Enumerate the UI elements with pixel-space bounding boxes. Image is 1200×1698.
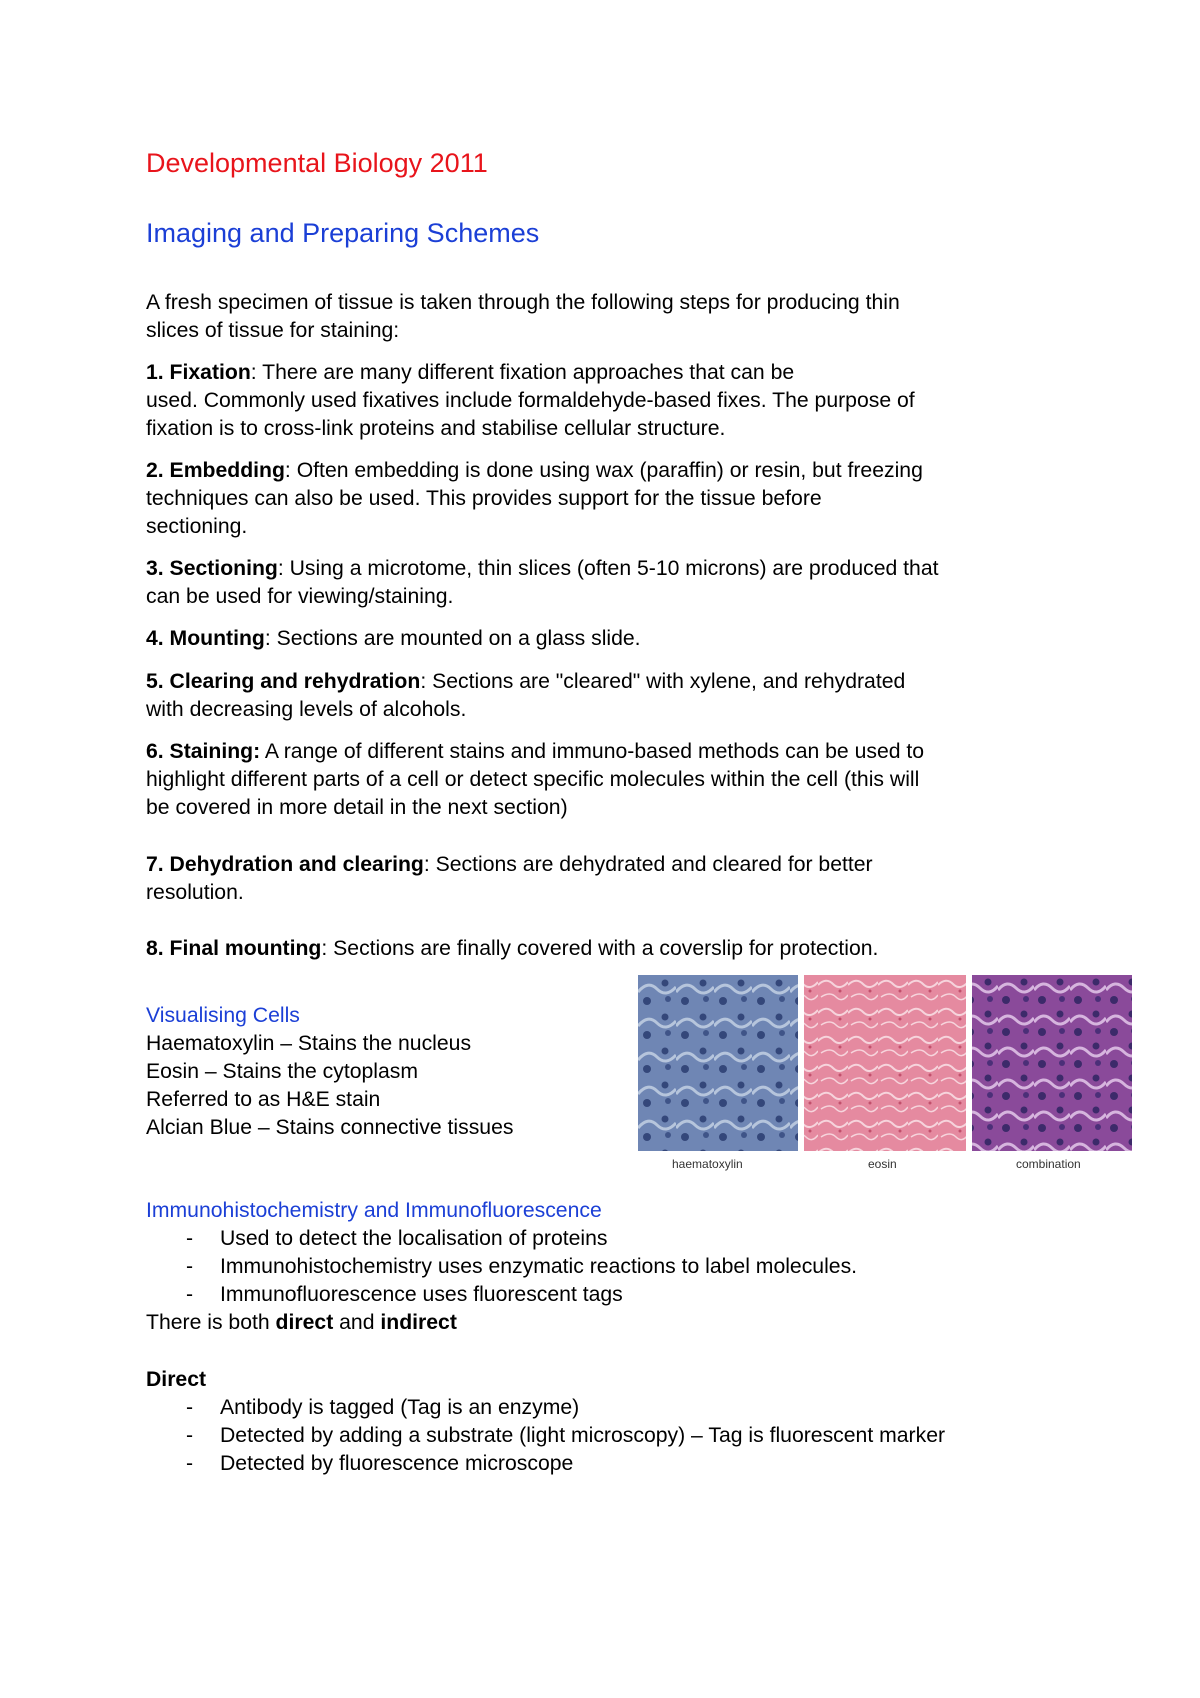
list-item-text: Detected by fluorescence microscope [220,1452,574,1475]
list-item: Alcian Blue – Stains connective tissues [146,1116,514,1139]
step-text: be covered in more detail in the next section) [146,796,568,819]
step-dehydration-clearing [146,851,873,907]
step-text: : There are many different fixation approaches that can be [250,361,795,384]
visualising-heading: Visualising Cells [146,1004,300,1027]
immuno-heading: Immunohistochemistry and Immunofluorescence [146,1199,602,1222]
direct-heading: Direct [146,1368,207,1391]
intro-line: slices of tissue for staining: [146,319,400,342]
list-item-text: Detected by adding a substrate (light microscopy) – Tag is fluorescent marker [220,1424,946,1447]
list-item-text: Immunohistochemistry uses enzymatic reactions to label molecules. [220,1255,858,1278]
direct-section [146,1366,945,1478]
step-text: fixation is to cross-link proteins and stabilise cellular structure. [146,417,726,440]
list-item: Haematoxylin – Stains the nucleus [146,1032,472,1055]
dash-bullet: - [186,1424,194,1447]
step-text: : Sections are mounted on a glass slide. [264,627,641,650]
step-label: 7. Dehydration and clearing [146,853,424,876]
list-item: Referred to as H&E stain [146,1088,381,1111]
list-item-text: Used to detect the localisation of proteins [220,1227,608,1250]
list-item: Eosin – Stains the cytoplasm [146,1060,419,1083]
immuno-section [146,1197,857,1337]
intro-paragraph [146,289,900,345]
step-text: can be used for viewing/staining. [146,585,454,608]
step-mounting [146,625,641,653]
step-text: resolution. [146,881,244,904]
visualising-cells-section [146,1002,513,1142]
list-item [146,1225,857,1253]
step-label: 2. Embedding [146,459,285,482]
step-text: : Sections are "cleared" with xylene, and rehydrated [420,670,906,693]
step-label: 3. Sectioning [146,557,278,580]
step-text: A range of different stains and immuno-based methods can be used to [260,740,925,763]
step-text: : Often embedding is done using wax (paraffin) or resin, but freezing [284,459,923,482]
step-clearing-rehydration [146,668,905,724]
step-text: techniques can also be used. This provides support for the tissue before [146,487,822,510]
caption-haematoxylin: haematoxylin [672,1157,743,1171]
step-staining [146,738,924,822]
step-label: 8. Final mounting [146,937,322,960]
direct-list [146,1394,945,1478]
indirect-word: indirect [380,1311,457,1334]
dash-bullet: - [186,1255,194,1278]
step-label: 5. Clearing and rehydration [146,670,421,693]
list-item-text: Immunofluorescence uses fluorescent tags [220,1283,623,1306]
stain-comparison-figure [638,975,1132,1175]
step-label: 1. Fixation [146,361,251,384]
list-item [146,1450,945,1478]
section-heading-imaging: Imaging and Preparing Schemes [146,218,540,248]
direct-word: direct [275,1311,334,1334]
list-item [146,1394,945,1422]
haematoxylin-panel [638,975,798,1151]
dash-bullet: - [186,1452,194,1475]
step-text: : Sections are dehydrated and cleared for better [423,853,873,876]
step-label: 4. Mounting [146,627,265,650]
dash-bullet: - [186,1396,194,1419]
document-title: Developmental Biology 2011 [146,148,488,178]
list-item-text: Antibody is tagged (Tag is an enzyme) [220,1396,580,1419]
list-item [146,1422,945,1450]
sentence-text: and [333,1311,381,1334]
step-sectioning [146,555,939,611]
dash-bullet: - [186,1283,194,1306]
eosin-panel [804,975,966,1151]
combination-panel [972,975,1132,1151]
caption-eosin: eosin [868,1157,897,1171]
intro-line: A fresh specimen of tissue is taken through the following steps for producing thin [146,291,900,314]
immuno-list [146,1225,857,1309]
caption-combination: combination [1016,1157,1081,1171]
sentence-text: There is both [146,1311,276,1334]
step-text: used. Commonly used fixatives include formaldehyde-based fixes. The purpose of [146,389,915,412]
step-text: : Using a microtome, thin slices (often 5-10 microns) are produced that [277,557,939,580]
list-item [146,1253,857,1281]
step-embedding [146,457,923,541]
step-label: 6. Staining: [146,740,261,763]
step-text: with decreasing levels of alcohols. [146,698,467,721]
dash-bullet: - [186,1227,194,1250]
step-fixation [146,359,915,443]
direct-indirect-sentence [146,1309,857,1337]
step-text: highlight different parts of a cell or detect specific molecules within the cell (this will [146,768,920,791]
step-text: : Sections are finally covered with a coverslip for protection. [321,937,879,960]
list-item [146,1281,857,1309]
step-text: sectioning. [146,515,248,538]
step-final-mounting [146,935,878,963]
